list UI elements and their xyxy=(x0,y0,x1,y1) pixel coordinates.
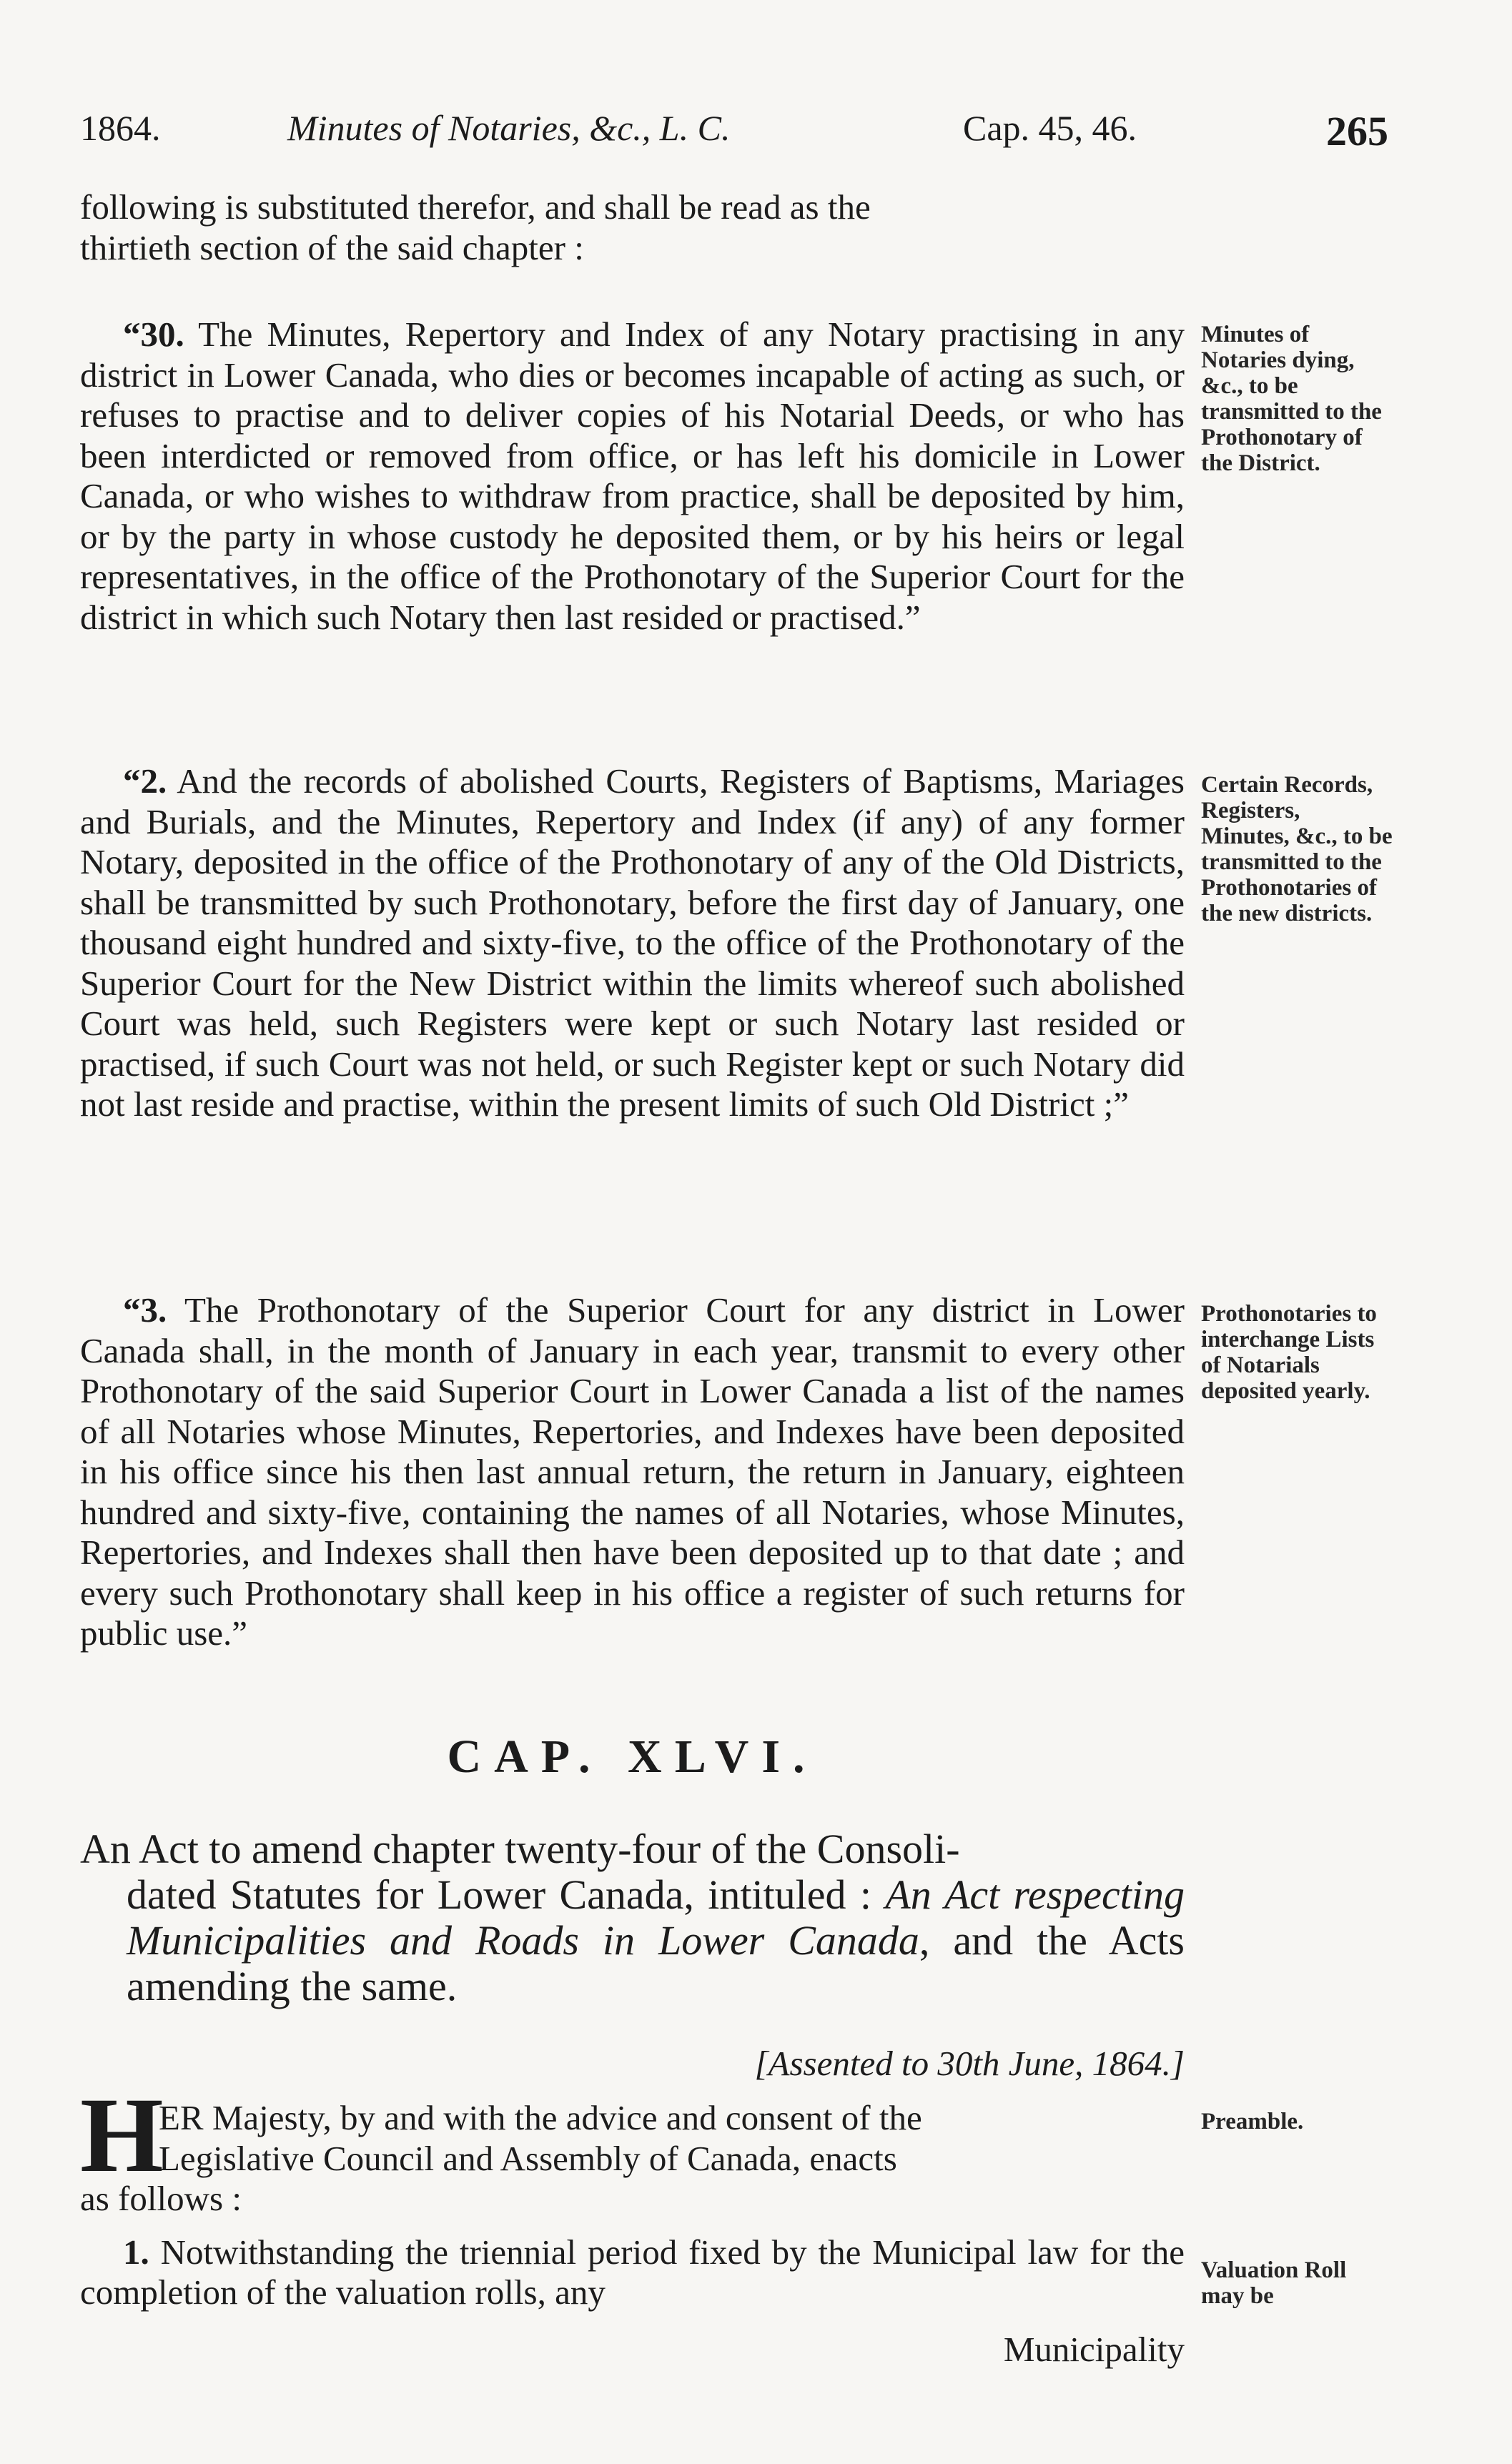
margin-note-preamble: Preamble. xyxy=(1201,2109,1304,2134)
header-chapter: Cap. 45, 46. xyxy=(963,108,1137,148)
catchword: Municipality xyxy=(1003,2330,1185,2369)
margin-note-section-2: Certain Records, Registers, Minutes, &c., to be transmitted to the Prothonotaries of the new districts. xyxy=(1201,772,1393,926)
act-title-normal: dated Statutes for Lower Canada, intituled : xyxy=(127,1871,886,1918)
section-2 xyxy=(80,761,1185,1125)
page-number: 265 xyxy=(1326,108,1388,154)
section-number: “2. xyxy=(123,761,167,801)
act-title-italic: An Act respecting Municipalities and Roads in Lower Canada xyxy=(127,1871,1185,1964)
section-1-text: Notwithstanding the triennial period fixed by the Municipal law for the completion of the valuation rolls, any xyxy=(80,2232,1185,2312)
running-header xyxy=(80,107,1388,164)
act-title-end: , and the Acts amending the same. xyxy=(127,1917,1185,2009)
margin-note-section-1: Valuation Roll may be xyxy=(1201,2257,1347,2309)
enacting-line-2: Legislative Council and Assembly of Canada, enacts xyxy=(159,2138,897,2178)
assent-date: [Assented to 30th June, 1864.] xyxy=(754,2044,1185,2083)
section-text: The Minutes, Repertory and Index of any Notary practising in any district in Lower Canada, who dies or becomes incapable of acting as such, or refuses to practise and to deliver copies of his Notarial Deeds, or who has been interdicted or removed from office, or has left his domicile in Lower Canada, or who wishes to withdraw from practice, shall be deposited by him, or by the party in whose custody he deposited them, or by his heirs or legal representatives, in the office of the Prothonotary of the Superior Court for the district in which such Notary then last resided or practised.” xyxy=(80,315,1185,637)
section-number: “3. xyxy=(123,1290,167,1330)
intro-line-2: thirtieth section of the said chapter : xyxy=(80,227,584,267)
section-3 xyxy=(80,1290,1185,1654)
section-number: 1. xyxy=(123,2232,149,2272)
header-year: 1864. xyxy=(80,108,161,148)
intro-line-1: following is substituted therefor, and shall be read as the xyxy=(80,187,871,227)
header-title: Minutes of Notaries, &c., L. C. xyxy=(287,108,731,148)
section-30 xyxy=(80,315,1185,638)
enacting-clause xyxy=(80,2098,1185,2313)
enacting-line-3: as follows : xyxy=(80,2179,242,2218)
section-number: “30. xyxy=(123,315,184,354)
margin-note-section-30: Minutes of Notaries dying, &c., to be transmitted to the Prothonotary of the District. xyxy=(1201,322,1382,476)
intro-paragraph xyxy=(80,187,1185,268)
act-title xyxy=(80,1826,1185,2009)
drop-cap: H xyxy=(80,2076,164,2195)
section-text: The Prothonotary of the Superior Court for any district in Lower Canada shall, in the month of January in each year, transmit to every other Prothonotary of the said Superior Court in Lower Canada a list of the names of all Notaries whose Minutes, Repertories, and Indexes have been deposited in his office since his then last annual return, the return in January, eighteen hundred and sixty-five, containing the names of all Notaries, whose Minutes, Repertories, and Indexes shall then have been deposited up to that date ; and every such Prothonotary shall keep in his office a register of such returns for public use.” xyxy=(80,1290,1185,1653)
margin-note-section-3: Prothonotaries to interchange Lists of Notarials deposited yearly. xyxy=(1201,1301,1377,1404)
act-title-rest xyxy=(80,1872,1185,2009)
section-text: And the records of abolished Courts, Registers of Baptisms, Mariages and Burials, and the Minutes, Repertory and Index (if any) of any former Notary, deposited in the office of the Prothonotary of any of the Old Districts, shall be transmitted by such Prothonotary, before the first day of January, one thousand eight hundred and sixty-five, to the office of the Prothonotary of the Superior Court for the New District within the limits whereof such abolished Court was held, such Registers were kept or such Notary last resided or practised, if such Court was not held, or such Register kept or such Notary did not last reside and practise, within the present limits of such Old District ;” xyxy=(80,761,1185,1124)
act-title-line-1: An Act to amend chapter twenty-four of the Consoli- xyxy=(80,1826,960,1872)
enacting-line-1: ER Majesty, by and with the advice and consent of the xyxy=(159,2098,922,2137)
chapter-heading: CAP. XLVI. xyxy=(447,1731,818,1783)
